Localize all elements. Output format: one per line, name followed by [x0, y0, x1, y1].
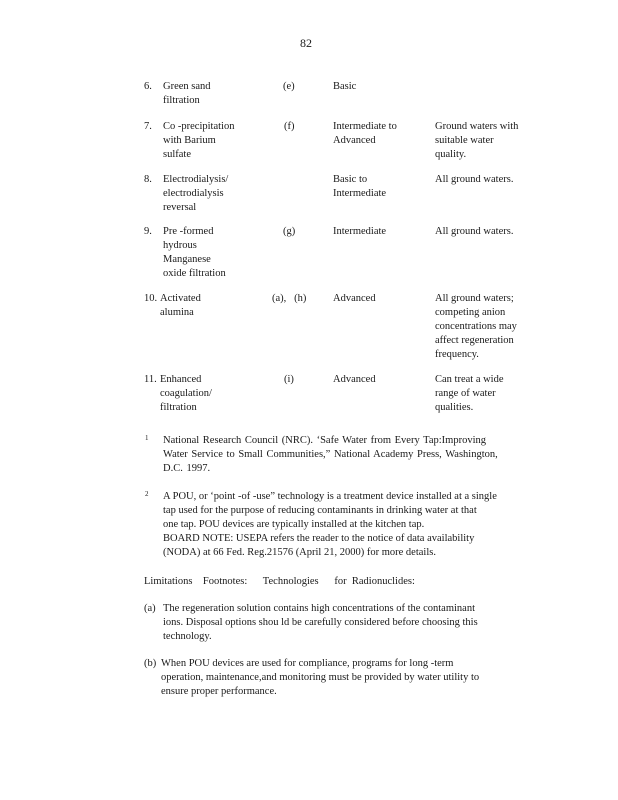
- footnote-marker: 2: [145, 490, 149, 498]
- skill-level-cell: Advanced: [333, 374, 376, 385]
- applicability-cell: Ground waters with suitable water quality.: [435, 121, 519, 160]
- note-reference: (i): [284, 374, 294, 385]
- applicability-cell: All ground waters; competing anion concentrations may affect regeneration frequency.: [435, 293, 517, 360]
- note-reference: (a), (h): [272, 293, 307, 304]
- row-number: 6.: [144, 81, 152, 92]
- note-reference: (f): [284, 121, 295, 132]
- row-number: 8.: [144, 174, 152, 185]
- limitation-marker: (a): [144, 603, 156, 614]
- limitation-marker: (b): [144, 658, 157, 669]
- technology-cell: Enhanced coagulation/ filtration: [160, 374, 212, 413]
- technology-cell: Co -precipitation with Barium sulfate: [163, 121, 235, 160]
- skill-level-cell: Intermediate to Advanced: [333, 121, 397, 146]
- footnote-text: A POU, or ‘point -of -use” technology is a treatment device installed at a single tap used for the purpose of reducing contaminants in drinking water at that one tap. POU devices are typically installed at the kitchen tap. BOARD NOTE: USEPA refers the reader to the notice of data availability (NODA) at 66 Fed. Reg.21576 (April 21, 2000) for more details.: [163, 491, 497, 558]
- limitation-text: When POU devices are used for compliance, programs for long -term operation, maintenance,and monitoring must be provided by water utility to ensure proper performance.: [161, 658, 480, 697]
- limitations-heading: Limitations Footnotes: Technologies for Radionuclides:: [144, 576, 415, 587]
- footnote-marker: 1: [145, 434, 149, 442]
- technology-cell: Green sand filtration: [163, 81, 211, 106]
- technology-cell: Activated alumina: [160, 293, 201, 318]
- applicability-cell: Can treat a wide range of water qualities.: [435, 374, 504, 413]
- limitation-text: The regeneration solution contains high concentrations of the contaminant ions. Disposal options shou ld be carefully considered before choosing this technology.: [163, 603, 478, 642]
- skill-level-cell: Intermediate: [333, 226, 387, 237]
- skill-level-cell: Basic: [333, 81, 357, 92]
- note-reference: (g): [283, 226, 296, 237]
- applicability-cell: All ground waters.: [435, 174, 514, 185]
- technology-cell: Electrodialysis/ electrodialysis reversal: [163, 174, 229, 213]
- skill-level-cell: Advanced: [333, 293, 376, 304]
- footnote-text: National Research Council (NRC). ‘Safe Water from Every Tap:Improving Water Service to Small Communities,” National Academy Press, Washington, D.C. 1997.: [163, 435, 498, 474]
- row-number: 7.: [144, 121, 152, 132]
- skill-level-cell: Basic to Intermediate: [333, 174, 387, 199]
- note-reference: (e): [283, 81, 295, 92]
- row-number: 9.: [144, 226, 152, 237]
- row-number: 10.: [144, 293, 158, 304]
- technology-cell: Pre -formed hydrous Manganese oxide filtration: [163, 226, 226, 279]
- page-number: 82: [300, 36, 312, 50]
- row-number: 11.: [144, 374, 157, 385]
- applicability-cell: All ground waters.: [435, 226, 514, 237]
